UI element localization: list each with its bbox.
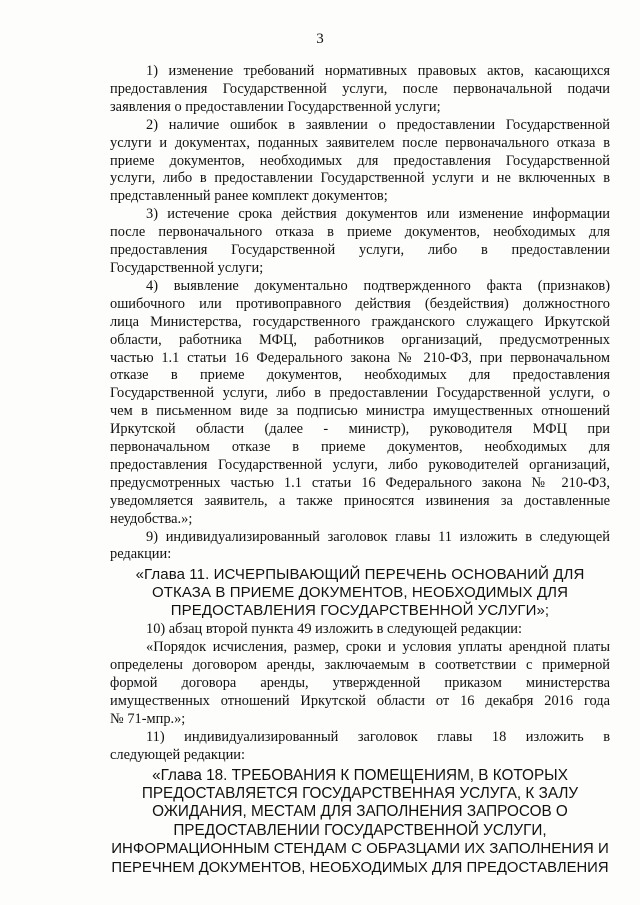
heading-line: ИНФОРМАЦИОННЫМ СТЕНДАМ С ОБРАЗЦАМИ ИХ ЗАПОЛНЕНИЯ И — [111, 840, 609, 858]
text-line: предоставления Государственной услуги, либо руководителей организаций, — [110, 456, 610, 473]
text-line: приеме документов, необходимых для предоставления Государственной — [110, 152, 610, 169]
text-line: предоставления Государственной услуги, либо в предоставлении — [110, 242, 610, 259]
text-line: лица Министерства, государственного гражданского служащего Иркутской — [110, 313, 610, 330]
text-line: предоставления Государственной услуги, после первоначальной подачи — [110, 80, 610, 97]
paragraph-item-9 — [110, 529, 610, 565]
text-line: 2) наличие ошибок в заявлении о предоставлении Государственной — [146, 116, 610, 133]
text-line: «Порядок исчисления, размер, сроки и условия уплаты арендной платы — [146, 639, 610, 656]
paragraph-quote-49 — [110, 639, 610, 729]
text-line: после первоначального отказа в приеме документов, необходимых для — [110, 224, 610, 241]
text-line: 3) истечение срока действия документов или изменение информации — [146, 206, 610, 223]
text-line: Иркутской области (далее - министр), руководителя МФЦ при — [110, 421, 610, 438]
text-line: 11) индивидуализированный заголовок главы 18 изложить в — [146, 728, 610, 745]
heading-line: ПРЕДОСТАВЛЕНИЯ ГОСУДАРСТВЕННОЙ УСЛУГИ»; — [170, 602, 550, 620]
chapter-18-heading — [110, 767, 610, 877]
text-line: 10) абзац второй пункта 49 изложить в следующей редакции: — [146, 621, 523, 638]
text-line: Государственной услуги, либо в предоставлении Государственной услуги, о — [110, 385, 610, 402]
text-line: № 71-мпр.»; — [110, 710, 186, 727]
text-line: области, работника МФЦ, работников организаций, предусмотренных — [110, 331, 610, 348]
text-line: предусмотренных частью 1.1 статьи 16 Федерального закона № 210-ФЗ, — [110, 474, 610, 491]
chapter-11-heading — [110, 566, 610, 620]
text-line: услуги, либо в предоставлении Государственной услуги и не включенных в — [110, 170, 610, 187]
text-line: заявления о предоставлении Государственной услуги; — [110, 98, 441, 115]
text-line: частью 1.1 статьи 16 Федерального закона № 210-ФЗ, при первоначальном — [110, 349, 610, 366]
text-line: редакции: — [110, 546, 172, 563]
heading-line: ПРЕДОСТАВЛЕНИИ ГОСУДАРСТВЕННОЙ УСЛУГИ, — [173, 821, 547, 839]
heading-line: ПЕРЕЧНЕМ ДОКУМЕНТОВ, НЕОБХОДИМЫХ ДЛЯ ПРЕДОСТАВЛЕНИЯ — [111, 859, 609, 876]
text-line: Государственной услуги; — [110, 259, 264, 276]
text-line: определены договором аренды, заключаемым в соответствии с примерной — [110, 657, 610, 674]
paragraph-item-4 — [110, 278, 610, 529]
heading-line: ОЖИДАНИЯ, МЕСТАМ ДЛЯ ЗАПОЛНЕНИЯ ЗАПРОСОВ О — [152, 803, 568, 821]
text-line: отказе в приеме документов, необходимых для предоставления — [110, 367, 610, 384]
text-line: неудобства.»; — [110, 510, 193, 527]
text-line: представленный ранее комплект документов; — [110, 188, 388, 205]
paragraph-item-10 — [110, 621, 610, 639]
text-line: первоначальном отказе в приеме документов, необходимых для — [110, 439, 610, 456]
text-line: ошибочного или противоправного действия (бездействия) должностного — [110, 295, 610, 312]
text-line: 9) индивидуализированный заголовок главы 11 изложить в следующей — [146, 528, 610, 545]
text-line: чем в письменном виде за подписью министра имущественных отношений — [110, 403, 610, 420]
document-body — [110, 63, 610, 877]
paragraph-item-3 — [110, 206, 610, 278]
text-line: уведомляется заявитель, а также приносятся извинения за доставленные — [110, 492, 610, 509]
heading-line: «Глава 11. ИСЧЕРПЫВАЮЩИЙ ПЕРЕЧЕНЬ ОСНОВАНИЙ ДЛЯ — [135, 566, 585, 584]
text-line: 1) изменение требований нормативных правовых актов, касающихся — [146, 63, 610, 79]
heading-line: ОТКАЗА В ПРИЕМЕ ДОКУМЕНТОВ, НЕОБХОДИМЫХ ДЛЯ — [151, 584, 569, 602]
paragraph-item-2 — [110, 117, 610, 207]
heading-line: ПРЕДОСТАВЛЯЕТСЯ ГОСУДАРСТВЕННАЯ УСЛУГА, К ЗАЛУ — [141, 785, 579, 803]
paragraph-item-1 — [110, 63, 610, 117]
text-line: следующей редакции: — [110, 746, 245, 763]
page-number: 3 — [316, 31, 324, 47]
text-line: формой договора аренды, утвержденной приказом министерства — [110, 675, 610, 692]
text-line: имущественных отношений Иркутской области от 16 декабря 2016 года — [110, 693, 610, 709]
paragraph-item-11 — [110, 729, 610, 765]
heading-line: «Глава 18. ТРЕБОВАНИЯ К ПОМЕЩЕНИЯМ, В КОТОРЫХ — [152, 766, 568, 784]
text-line: услуги и документах, поданных заявителем после первоначального отказа в — [110, 134, 610, 151]
text-line: 4) выявление документально подтвержденного факта (признаков) — [146, 277, 610, 294]
